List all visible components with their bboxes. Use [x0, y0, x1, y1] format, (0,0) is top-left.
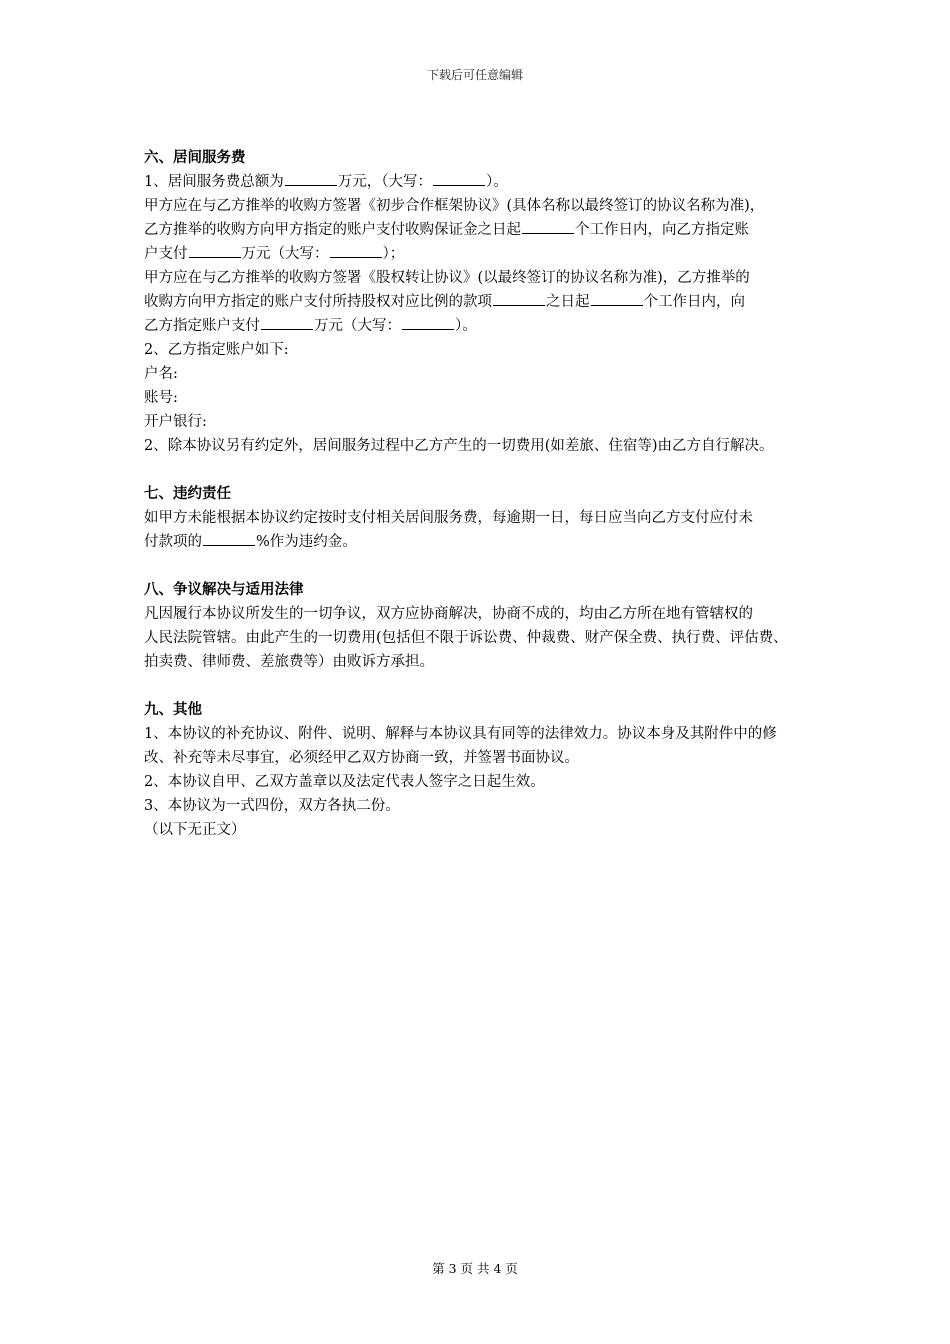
fee-total-line: 1、居间服务费总额为 万元，（大写： ）。: [144, 170, 819, 194]
text-line: 人民法院管辖。由此产生的一切费用(包括但不限于诉讼费、仲裁费、财产保全费、执行费、评估费、: [144, 630, 788, 646]
text-line: 拍卖费、律师费、差旅费等）由败诉方承担。: [144, 654, 434, 670]
blank-field[interactable]: [402, 315, 454, 330]
page-number: 第 3 页 共 4 页: [432, 1261, 518, 1276]
text-line: 甲方应在与乙方推举的收购方签署《初步合作框架协议》(具体名称以最终签订的协议名称为准)，: [144, 198, 765, 214]
text-line: 2、除本协议另有约定外，居间服务过程中乙方产生的一切费用(如差旅、住宿等)由乙方自行解决。: [144, 438, 774, 454]
text-line: 如甲方未能根据本协议约定按时支付相关居间服务费，每逾期一日，每日应当向乙方支付应付未: [144, 510, 753, 526]
text-line: 1、本协议的补充协议、附件、说明、解释与本协议具有同等的法律效力。协议本身及其附件中的修: [144, 726, 777, 742]
blank-field[interactable]: [203, 531, 255, 546]
page-header: 下载后可任意编辑: [426, 68, 523, 82]
blank-field[interactable]: [433, 171, 485, 186]
section-dispute: [144, 578, 819, 674]
text-line: 2、乙方指定账户如下:: [144, 342, 289, 358]
text-line: 甲方应在与乙方推举的收购方签署《股权转让协议》(以最终签订的协议名称为准)，乙方推举的: [144, 270, 750, 286]
text-line: （以下无正文）: [144, 822, 246, 838]
blank-field[interactable]: [285, 171, 337, 186]
text-line: 2、本协议自甲、乙双方盖章以及法定代表人签字之日起生效。: [144, 774, 545, 790]
account-number-line: 账号:: [144, 390, 178, 406]
text-line: 凡因履行本协议所发生的一切争议，双方应协商解决，协商不成的，均由乙方所在地有管辖权的: [144, 606, 753, 622]
text-line: 3、本协议为一式四份，双方各执二份。: [144, 798, 400, 814]
text-line: 改、补充等未尽事宜，必须经甲乙双方协商一致，并签署书面协议。: [144, 750, 579, 766]
document-body: [144, 146, 819, 866]
blank-field[interactable]: [522, 219, 574, 234]
blank-field[interactable]: [189, 243, 241, 258]
text-line: 户支付 万元（大写： ）；: [144, 242, 819, 266]
section-heading: 六、居间服务费: [144, 149, 246, 166]
text-line: 乙方指定账户支付 万元（大写： ）。: [144, 314, 819, 338]
text-line: 收购方向甲方指定的账户支付所持股权对应比例的款项 之日起 个工作日内，向: [144, 290, 819, 314]
bank-line: 开户银行:: [144, 414, 207, 430]
section-heading: 七、违约责任: [144, 485, 231, 502]
blank-field[interactable]: [261, 315, 313, 330]
account-name-line: 户名:: [144, 366, 178, 382]
section-heading: 九、其他: [144, 701, 202, 718]
section-fee: [144, 146, 819, 458]
text-line: 付款项的 %作为违约金。: [144, 530, 819, 554]
text-line: 乙方推举的收购方向甲方指定的账户支付收购保证金之日起 个工作日内，向乙方指定账: [144, 218, 819, 242]
section-heading: 八、争议解决与适用法律: [144, 581, 304, 598]
blank-field[interactable]: [330, 243, 382, 258]
blank-field[interactable]: [493, 291, 545, 306]
section-other: [144, 698, 819, 842]
blank-field[interactable]: [591, 291, 643, 306]
section-breach: [144, 482, 819, 554]
